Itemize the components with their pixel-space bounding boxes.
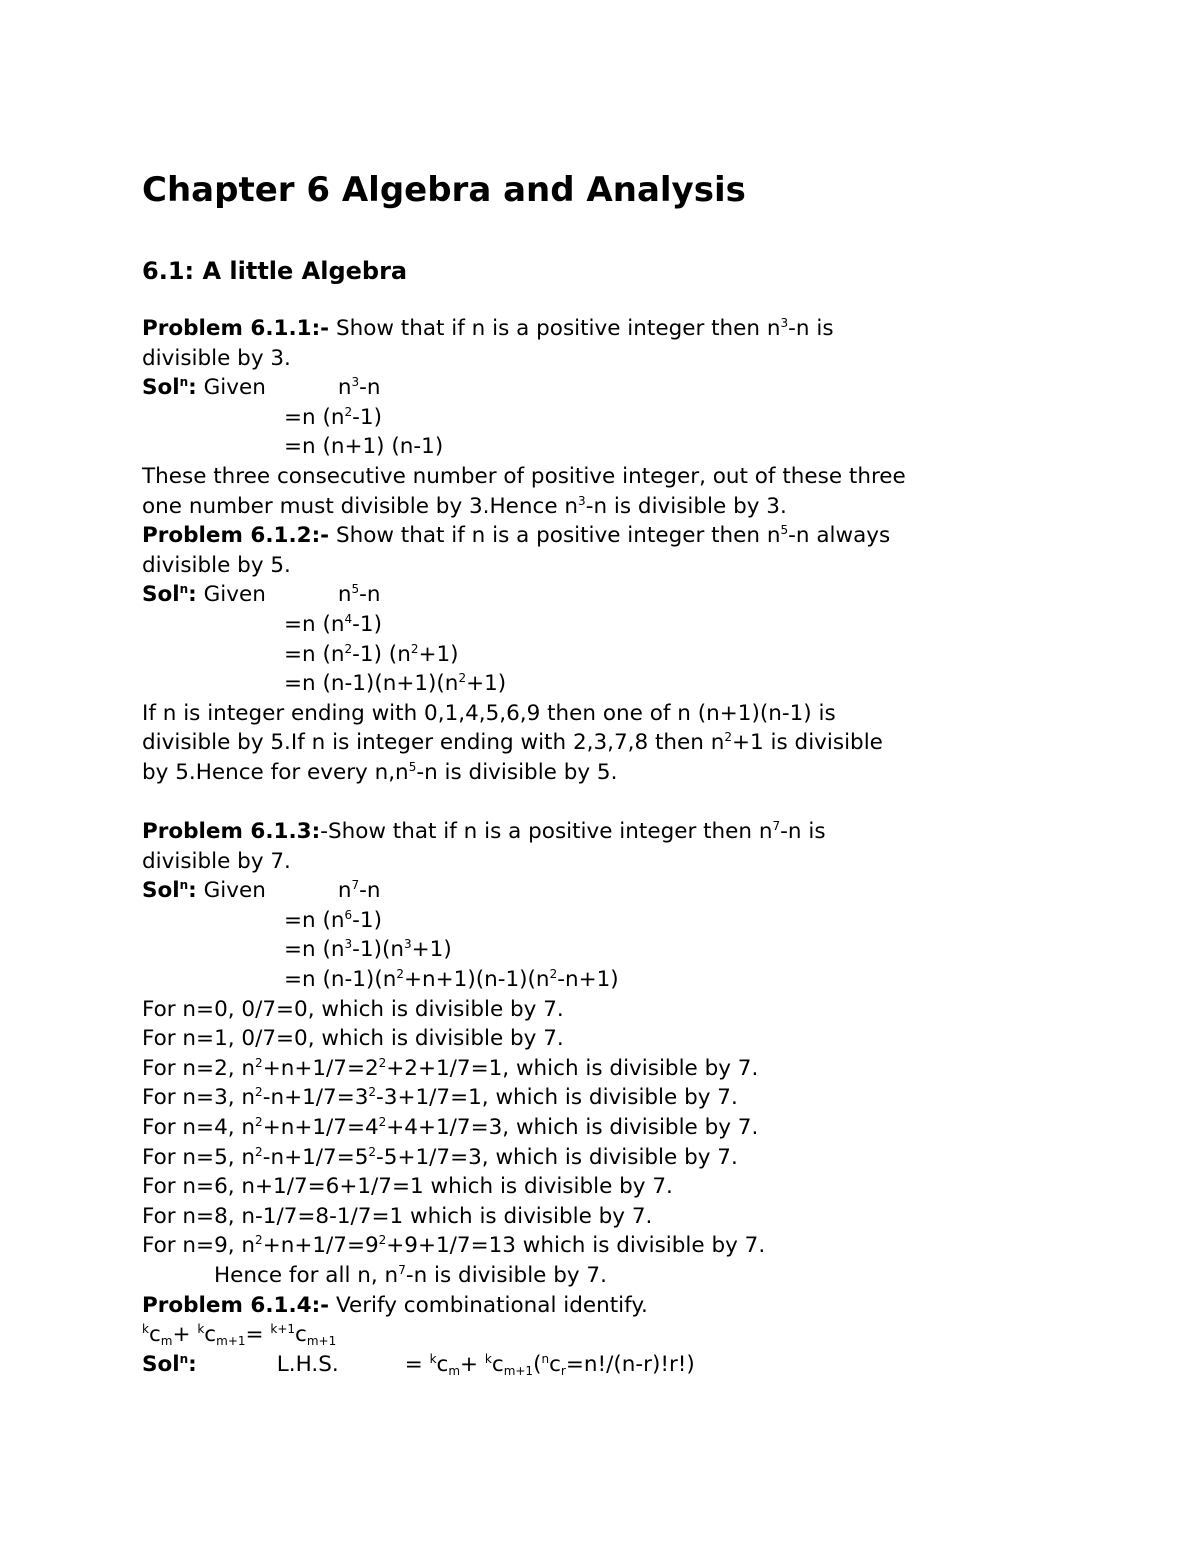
- solution-text: If n is integer ending with 0,1,4,5,6,9 then one of n (n+1)(n-1) is: [142, 700, 836, 726]
- solution-lhs-line: [142, 1350, 1062, 1380]
- solution-given-line: Sol$^n$: Given $n^7-n$: [142, 876, 1062, 906]
- problem-2-statement: Problem 6.1.2:- Show that if n is a positive integer then $n^5-n$ always: [142, 523, 891, 549]
- problem-1-statement-cont: divisible by 3.: [142, 345, 291, 371]
- given-expression: $n^5-n$: [337, 582, 381, 608]
- lhs-expression: = $^kc_m+ ^kc_{m+1}(^nc_r=n!/(n-r)!r!)$: [404, 1351, 695, 1378]
- case-line: For n=8, n-1/7=8-1/7=1 which is divisible by 7.: [142, 1203, 653, 1229]
- section-title: 6.1: A little Algebra: [142, 257, 408, 285]
- solution-label: Sol$^n$:: [142, 582, 197, 608]
- solution-label: Sol$^n$:: [142, 1351, 197, 1377]
- conclusion-line: Hence for all n, $n^7-n$ is divisible by 7.: [214, 1263, 607, 1288]
- identity-line: $^kc_m+ ^kc_{m+1}= ^{k+1}c_{m+1}$: [142, 1322, 337, 1349]
- case-line: For n=2, $n^2+n+1/7=2^2+2+1/7=1$, which is divisible by 7.: [142, 1055, 759, 1081]
- solution-step: =n $(n^6-1)$: [284, 907, 382, 933]
- problem-label: Problem 6.1.1:-: [142, 316, 330, 341]
- case-line: For n=5, $n^2-n+1/7=5^2-5+1/7=3$, which is divisible by 7.: [142, 1144, 738, 1170]
- chapter-title: Chapter 6 Algebra and Analysis: [142, 170, 746, 210]
- solution-step: =n $(n^3-1)(n^3+1)$: [284, 937, 452, 963]
- solution-given-line: Sol$^n$: Given $n^3-n$: [142, 373, 1062, 403]
- problem-3-statement-cont: divisible by 7.: [142, 848, 291, 874]
- solution-step: =n $(n-1)(n^2+n+1)(n-1)(n^2-n+1)$: [284, 967, 619, 993]
- case-line: For n=6, n+1/7=6+1/7=1 which is divisible by 7.: [142, 1174, 673, 1200]
- case-line: For n=4, $n^2+n+1/7=4^2+4+1/7=3$, which is divisible by 7.: [142, 1115, 759, 1141]
- problem-label: Problem 6.1.3:: [142, 819, 321, 845]
- solution-step: =n $(n^2-1)$ $(n^2+1)$: [284, 641, 459, 667]
- solution-given-line: Sol$^n$: Given $n^5-n$: [142, 580, 1062, 610]
- solution-text: divisible by 5.If n is integer ending with 2,3,7,8 then $n^2+1$ is divisible: [142, 730, 883, 756]
- problem-label: Problem 6.1.2:-: [142, 523, 330, 549]
- case-line: For n=1, 0/7=0, which is divisible by 7.: [142, 1026, 564, 1052]
- case-line: For n=9, $n^2+n+1/7=9^2+9+1/7=13$ which is divisible by 7.: [142, 1233, 766, 1259]
- solution-label: Sol$^n$:: [142, 878, 197, 904]
- lhs-label: L.H.S.: [276, 1351, 339, 1377]
- blank-line: [142, 788, 1062, 818]
- solution-label: Sol$^n$:: [142, 375, 197, 401]
- problem-label: Problem 6.1.4:-: [142, 1292, 330, 1318]
- solution-text: by 5.Hence for every $n,n^5-n$ is divisible by 5.: [142, 759, 618, 785]
- solution-step: =n $(n-1)(n+1)(n^2+1)$: [284, 671, 507, 697]
- solution-text: one number must divisible by 3.Hence $n^3-n$ is divisible by 3.: [142, 493, 787, 519]
- case-line: For n=3, $n^2-n+1/7=3^2-3+1/7=1$, which is divisible by 7.: [142, 1085, 738, 1111]
- solution-step: =n $(n^2-1)$: [284, 404, 382, 430]
- problem-1-statement: Problem 6.1.1:- Show that if n is a positive integer then $n^3-n$ is: [142, 316, 834, 341]
- case-line: For n=0, 0/7=0, which is divisible by 7.: [142, 996, 564, 1022]
- document-body: [142, 314, 1062, 1379]
- solution-step: =n (n+1) (n-1): [284, 434, 444, 460]
- problem-3-statement: Problem 6.1.3:-Show that if n is a positive integer then $n^7-n$ is: [142, 819, 826, 845]
- problem-2-statement-cont: divisible by 5.: [142, 552, 291, 578]
- given-expression: $n^3-n$: [337, 375, 381, 401]
- given-expression: $n^7-n$: [337, 878, 381, 904]
- solution-text: These three consecutive number of positive integer, out of these three: [142, 463, 906, 489]
- problem-4-statement: Problem 6.1.4:- Verify combinational identify.: [142, 1292, 648, 1318]
- solution-step: =n $(n^4-1)$: [284, 611, 382, 637]
